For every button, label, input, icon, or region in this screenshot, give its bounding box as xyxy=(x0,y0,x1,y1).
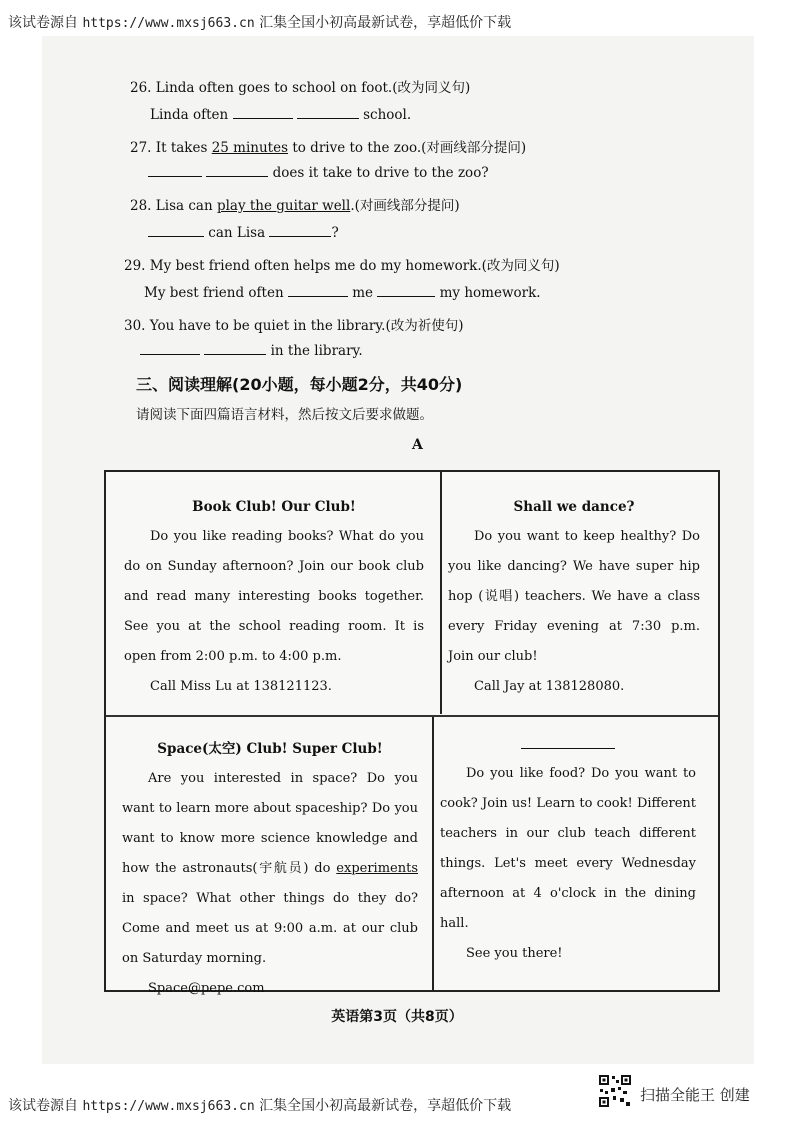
divider xyxy=(432,716,434,990)
qr-code-icon xyxy=(598,1074,632,1108)
question-27-answer: does it take to drive to the zoo? xyxy=(148,164,489,181)
space-club-ad xyxy=(122,734,418,1004)
answer-blank[interactable] xyxy=(206,164,268,177)
ad-contact: Call Miss Lu at 138121123. xyxy=(150,679,332,694)
footer-suffix: 汇集全国小初高最新试卷，享超低价下载 xyxy=(259,1098,512,1114)
book-club-ad xyxy=(124,492,424,702)
passage-label: A xyxy=(412,437,423,453)
question-26: 26. Linda often goes to school on foot.(改为同义句) xyxy=(130,80,471,96)
ad-title: Book Club! Our Club! xyxy=(192,499,356,515)
club-ads-grid xyxy=(104,470,720,996)
ad-contact: See you there! xyxy=(466,946,563,961)
ad-body: Do you like food? Do you want to cook? Join us! Learn to cook! Different teachers in our club teach different things. Let's meet every Wednesday afternoon at 4 o'clock in the dining hall. xyxy=(440,766,696,931)
answer-blank[interactable] xyxy=(297,106,359,119)
question-29-answer: My best friend often me my homework. xyxy=(144,285,541,301)
ad-title: Space(太空) Club! Super Club! xyxy=(157,741,383,757)
question-28-answer: can Lisa ? xyxy=(148,224,339,241)
section-title: 三、阅读理解(20小题，每小题2分，共40分) xyxy=(136,375,463,394)
section-instruction: 请阅读下面四篇语言材料，然后按文后要求做题。 xyxy=(136,407,433,423)
footer-url-link[interactable]: https://www.mxsj663.cn xyxy=(82,1099,255,1114)
answer-blank[interactable] xyxy=(288,284,348,297)
question-30-answer: in the library. xyxy=(140,342,363,359)
ad-body: Do you want to keep healthy? Do you like dancing? We have super hip hop (说唱) teachers. We have a class every Friday evening at 7:30 p.m. Join our club! xyxy=(448,529,700,664)
header-url-link[interactable]: https://www.mxsj663.cn xyxy=(82,16,255,31)
dance-club-ad xyxy=(448,492,700,702)
divider xyxy=(440,472,442,714)
question-28: 28. Lisa can play the guitar well.(对画线部分提问) xyxy=(130,198,460,214)
answer-blank[interactable] xyxy=(148,164,202,177)
answer-blank[interactable] xyxy=(269,224,331,237)
ad-contact: Space@pepe.com xyxy=(148,981,265,996)
divider xyxy=(106,715,718,717)
answer-blank[interactable] xyxy=(140,342,200,355)
ad-body: Are you interested in space? Do you want to learn more about spaceship? Do you want to know more science knowledge and how the astronauts(宇航员) do experiments in space? What other things do they do? Come and meet us at 9:00 a.m. at our club on Saturday morning. xyxy=(122,771,418,966)
page-number: 英语第3页（共8页） xyxy=(331,1009,463,1025)
source-header xyxy=(8,12,511,32)
ad-body: Do you like reading books? What do you do on Sunday afternoon? Join our book club and read many interesting books together. See you at the school reading room. It is open from 2:00 p.m. to 4:00 p.m. xyxy=(124,529,424,664)
title-answer-blank[interactable] xyxy=(521,740,615,749)
answer-blank[interactable] xyxy=(148,224,204,237)
ad-title: Shall we dance? xyxy=(513,499,635,515)
question-29: 29. My best friend often helps me do my homework.(改为同义句) xyxy=(124,258,560,274)
question-30: 30. You have to be quiet in the library.(改为祈使句) xyxy=(124,318,464,334)
answer-blank[interactable] xyxy=(204,342,266,355)
question-26-answer: Linda often school. xyxy=(150,107,412,123)
question-27: 27. It takes 25 minutes to drive to the zoo.(对画线部分提问) xyxy=(130,140,527,156)
header-suffix: 汇集全国小初高最新试卷，享超低价下载 xyxy=(259,15,512,31)
ad-contact: Call Jay at 138128080. xyxy=(474,679,625,694)
cooking-club-ad xyxy=(440,734,696,969)
source-footer xyxy=(8,1095,511,1115)
answer-blank[interactable] xyxy=(233,106,293,119)
footer-prefix: 该试卷源自 xyxy=(8,1098,78,1114)
header-prefix: 该试卷源自 xyxy=(8,15,78,31)
scanner-watermark: 扫描全能王 创建 xyxy=(640,1086,750,1104)
answer-blank[interactable] xyxy=(377,284,435,297)
